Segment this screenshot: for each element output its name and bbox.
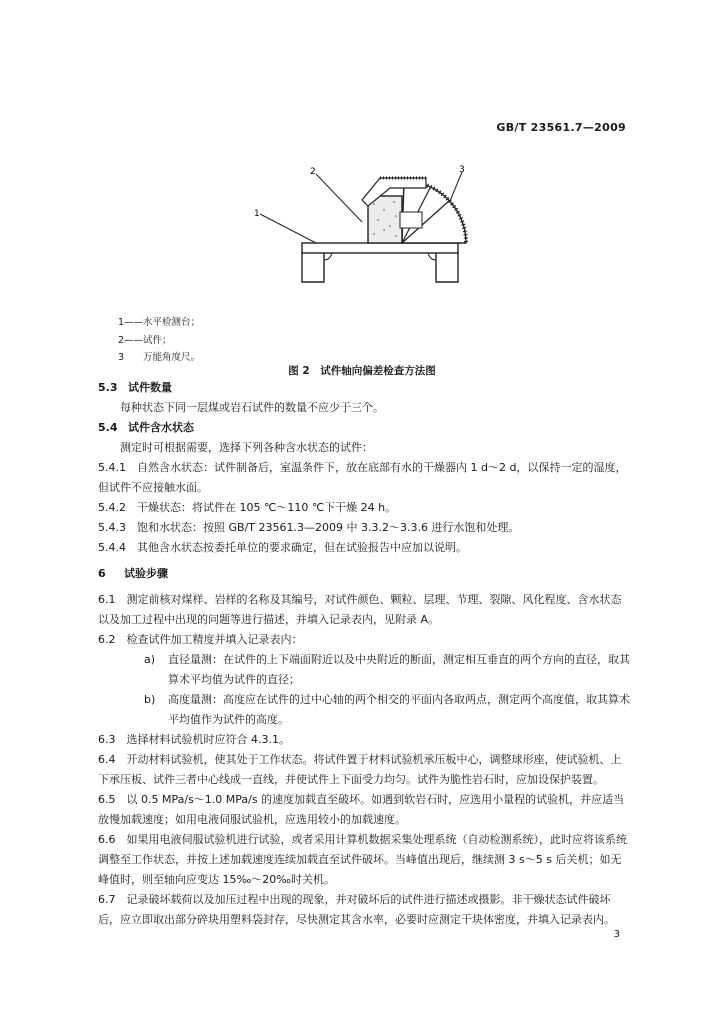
- paragraph-5-3: 每种状态下同一层煤或岩石试件的数量不应少于三个。: [120, 401, 384, 414]
- clause-6-1: 6.1 测定前核对煤样、岩样的名称及其编号，对试件颜色、颗粒、层理、节理、裂隙、风化程度、含水状态以及加工过程中出现的问题等进行描述，并填入记录表内，见附录 A。: [98, 593, 622, 626]
- legend-item-3: 3 万能角度尺。: [118, 352, 201, 363]
- heading-6: 6 试验步骤: [98, 567, 168, 580]
- clause-5-4-3: 5.4.3 饱和水状态：按照 GB/T 23561.3—2009 中 3.3.2～3.3.6 进行水饱和处理。: [98, 521, 520, 534]
- list-item-a: a) 直径量测：在试件的上下端面附近以及中央附近的断面，测定相互垂直的两个方向的直径，取其算术平均值为试件的直径；: [144, 653, 630, 686]
- callout-label-3: 3: [459, 165, 465, 175]
- document-body: [98, 378, 630, 930]
- figure-caption: 图 2 试件轴向偏差检查方法图: [288, 365, 436, 377]
- callout-line-1: [260, 214, 318, 244]
- clause-6-5: 6.5 以 0.5 MPa/s～1.0 MPa/s 的速度加载直至破坏。如遇到软岩石时，应选用小量程的试验机，并应适当放慢加载速度；如用电液伺服试验机，应选用较小的加载速度。: [98, 793, 625, 826]
- callout-label-1: 1: [254, 209, 260, 219]
- clause-6-6: 6.6 如果用电液伺服试验机进行试验，或者采用计算机数据采集处理系统（自动检测系统），此时应将该系统调整至工作状态，并按上述加载速度连续加载直至试件破坏。当峰值出现后，继续测 3 s～5 s 后关机；如无峰值时，则至轴向应变达 15‰～20‰时关机。: [98, 833, 627, 886]
- callout-label-2: 2: [310, 167, 316, 177]
- clause-6-7: 6.7 记录破坏载荷以及加压过程中出现的现象，并对破坏后的试件进行描述或摄影。非干燥状态试件破坏后，应立即取出部分碎块用塑料袋封存，尽快测定其含水率，必要时应测定干块体密度，并填入记录表内。: [98, 893, 615, 926]
- legend-item-1: 1——水平检测台；: [118, 317, 201, 328]
- specimen: [368, 196, 402, 243]
- clause-5-4-1: 5.4.1 自然含水状态：试件制备后，室温条件下，放在底部有水的干燥器内 1 d～2 d，以保持一定的湿度，但试件不应接触水面。: [98, 461, 627, 494]
- callout-line-2: [316, 174, 362, 222]
- clause-6-4: 6.4 开动材料试验机，使其处于工作状态。将试件置于材料试验机承压板中心，调整球形座，使试验机、上下承压板、试件三者中心线成一直线，并使试件上下面受力均匀。试件为脆性岩石时，应加设保护装置。: [98, 753, 622, 786]
- list-item-b: b) 高度量测：高度应在试件的过中心轴的两个相交的平面内各取两点，测定两个高度值，取其算术平均值作为试件的高度。: [144, 693, 630, 726]
- clause-5-4-4: 5.4.4 其他含水状态按委托单位的要求确定，但在试验报告中应加以说明。: [98, 541, 467, 554]
- heading-5-3: 5.3 试件数量: [98, 381, 172, 394]
- paragraph-5-4: 测定时可根据需要，选择下列各种含水状态的试件：: [120, 441, 373, 454]
- figure-axial-deviation-check: [250, 160, 480, 290]
- standard-code: GB/T 23561.7—2009: [496, 121, 626, 134]
- table-leg-right: [436, 253, 458, 282]
- heading-5-4: 5.4 试件含水状态: [98, 421, 194, 434]
- leveling-table-top: [302, 243, 458, 253]
- page-number: 3: [613, 929, 620, 940]
- clause-6-3: 6.3 选择材料试验机时应符合 4.3.1。: [98, 733, 290, 746]
- clause-6-2: 6.2 检查试件加工精度并填入记录表内：: [98, 633, 303, 646]
- table-leg-left: [302, 253, 324, 282]
- clause-5-4-2: 5.4.2 干燥状态：将试件在 105 ℃～110 ℃下干燥 24 h。: [98, 501, 397, 514]
- legend-item-2: 2——试件；: [118, 335, 172, 346]
